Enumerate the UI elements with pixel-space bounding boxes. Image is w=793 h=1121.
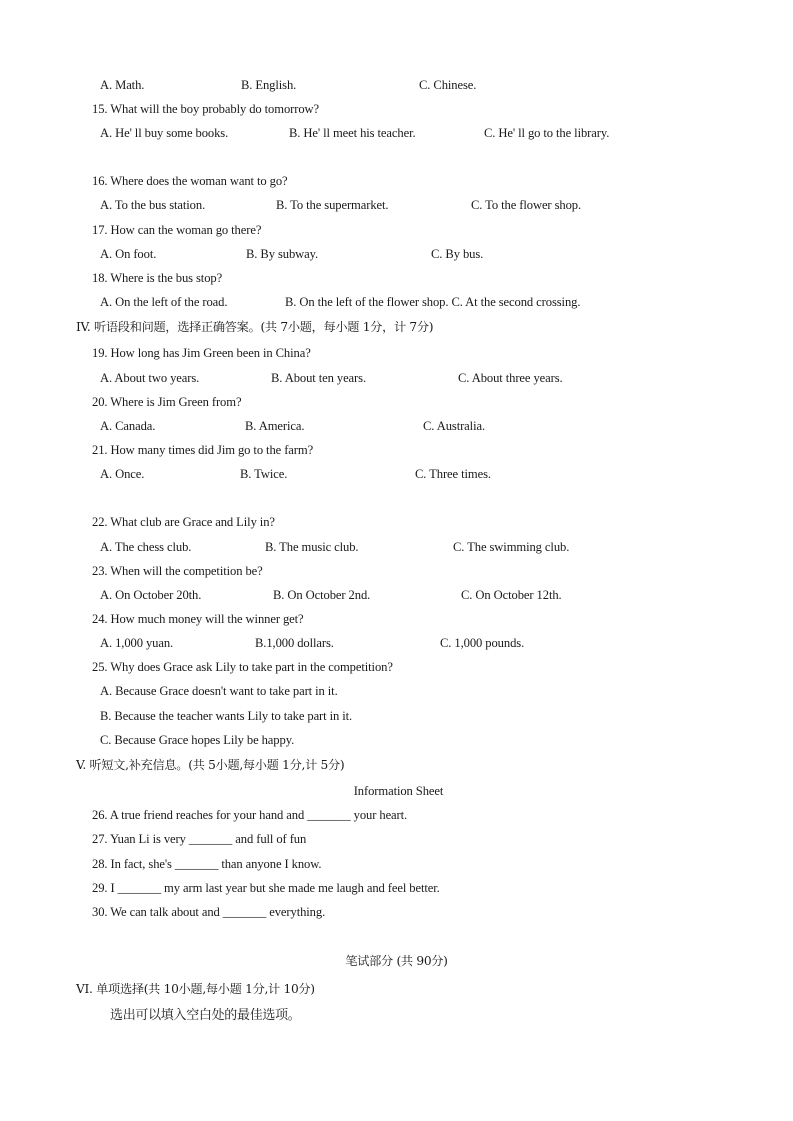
- q17-option-a: A. On foot.: [100, 247, 157, 261]
- written-part-title: 笔试部分 (共 90分): [345, 954, 448, 968]
- q15-option-c: C. He' ll go to the library.: [484, 126, 610, 140]
- q14-option-c: C. Chinese.: [419, 78, 477, 92]
- q21-option-b: B. Twice.: [240, 467, 288, 481]
- fill-item-29: 29. I _______ my arm last year but she made me laugh and feel better.: [92, 881, 440, 895]
- q23-option-c: C. On October 12th.: [461, 588, 562, 602]
- q19-question: 19. How long has Jim Green been in China?: [92, 346, 311, 360]
- q25-option-c: C. Because Grace hopes Lily be happy.: [100, 733, 295, 747]
- q20-option-a: A. Canada.: [100, 419, 156, 433]
- q18-question: 18. Where is the bus stop?: [92, 271, 223, 285]
- q22-option-c: C. The swimming club.: [453, 540, 570, 554]
- information-sheet-title-text: Information Sheet: [353, 784, 444, 798]
- q20-option-c: C. Australia.: [423, 419, 486, 433]
- q19-option-c: C. About three years.: [458, 371, 563, 385]
- information-sheet-title: [0, 783, 793, 799]
- q17-question: 17. How can the woman go there?: [92, 223, 262, 237]
- q22-option-a: A. The chess club.: [100, 540, 192, 554]
- q21-question: 21. How many times did Jim go to the farm?: [92, 443, 314, 457]
- q25-question: 25. Why does Grace ask Lily to take part in the competition?: [92, 660, 393, 674]
- q22-question: 22. What club are Grace and Lily in?: [92, 515, 275, 529]
- q20-option-b: B. America.: [245, 419, 305, 433]
- q14-option-b: B. English.: [241, 78, 297, 92]
- q16-option-c: C. To the flower shop.: [471, 198, 582, 212]
- q19-option-b: B. About ten years.: [271, 371, 366, 385]
- fill-item-30: 30. We can talk about and _______ everything.: [92, 905, 326, 919]
- q17-option-c: C. By bus.: [431, 247, 484, 261]
- section-4-title: IV. 听语段和问题，选择正确答案。(共 7小题，每小题 1分，计 7分): [76, 320, 434, 334]
- q15-question: 15. What will the boy probably do tomorrow?: [92, 102, 320, 116]
- q24-option-c: C. 1,000 pounds.: [440, 636, 525, 650]
- q24-option-a: A. 1,000 yuan.: [100, 636, 174, 650]
- q21-option-a: A. Once.: [100, 467, 145, 481]
- q23-option-a: A. On October 20th.: [100, 588, 202, 602]
- fill-item-28: 28. In fact, she's _______ than anyone I know.: [92, 857, 322, 871]
- q21-option-c: C. Three times.: [415, 467, 491, 481]
- fill-item-26: 26. A true friend reaches for your hand and _______ your heart.: [92, 808, 408, 822]
- q23-option-b: B. On October 2nd.: [273, 588, 371, 602]
- written-part-title-row: [0, 953, 793, 969]
- q15-option-a: A. He' ll buy some books.: [100, 126, 229, 140]
- section-5-title: V. 听短文,补充信息。(共 5小题,每小题 1分,计 5分): [76, 758, 345, 772]
- q16-option-b: B. To the supermarket.: [276, 198, 389, 212]
- q19-option-a: A. About two years.: [100, 371, 200, 385]
- fill-item-27: 27. Yuan Li is very _______ and full of fun: [92, 832, 307, 846]
- section-6-instruction: 选出可以填入空白处的最佳选项。: [110, 1008, 301, 1023]
- q18-option-a: A. On the left of the road.: [100, 295, 228, 309]
- q24-question: 24. How much money will the winner get?: [92, 612, 304, 626]
- q14-option-a: A. Math.: [100, 78, 145, 92]
- q25-option-b: B. Because the teacher wants Lily to take part in it.: [100, 709, 353, 723]
- q16-option-a: A. To the bus station.: [100, 198, 206, 212]
- q24-option-b: B.1,000 dollars.: [255, 636, 334, 650]
- section-6-title: VI. 单项选择(共 10小题,每小题 1分,计 10分): [76, 982, 315, 996]
- q17-option-b: B. By subway.: [246, 247, 319, 261]
- q20-question: 20. Where is Jim Green from?: [92, 395, 242, 409]
- q15-option-b: B. He' ll meet his teacher.: [289, 126, 416, 140]
- q23-question: 23. When will the competition be?: [92, 564, 263, 578]
- q16-question: 16. Where does the woman want to go?: [92, 174, 288, 188]
- q22-option-b: B. The music club.: [265, 540, 359, 554]
- q25-option-a: A. Because Grace doesn't want to take part in it.: [100, 684, 338, 698]
- q18-option-b: B. On the left of the flower shop. C. At the second crossing.: [285, 295, 581, 309]
